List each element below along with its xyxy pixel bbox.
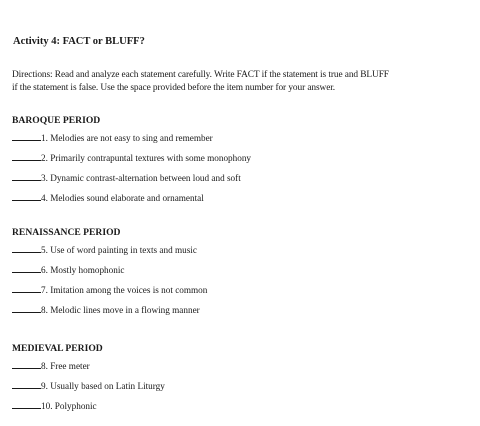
answer-blank[interactable] bbox=[12, 380, 41, 389]
statement-text: 9. Usually based on Latin Liturgy bbox=[41, 381, 165, 391]
list-item bbox=[12, 148, 472, 168]
list-item bbox=[12, 376, 472, 396]
list-item bbox=[12, 188, 472, 208]
answer-blank[interactable] bbox=[12, 304, 41, 313]
section-heading-baroque: BAROQUE PERIOD bbox=[12, 115, 101, 126]
list-item bbox=[12, 168, 472, 188]
list-item bbox=[12, 356, 472, 376]
list-item bbox=[12, 240, 472, 260]
section-heading-medieval: MEDIEVAL PERIOD bbox=[12, 343, 103, 354]
list-item bbox=[12, 260, 472, 280]
statement-text: 6. Mostly homophonic bbox=[41, 265, 125, 275]
statement-text: 8. Melodic lines move in a flowing manner bbox=[41, 305, 200, 315]
statement-text: 4. Melodies sound elaborate and ornamental bbox=[41, 193, 204, 203]
answer-blank[interactable] bbox=[12, 192, 41, 201]
statement-text: 8. Free meter bbox=[41, 361, 90, 371]
answer-blank[interactable] bbox=[12, 132, 41, 141]
statement-text: 1. Melodies are not easy to sing and remember bbox=[41, 133, 213, 143]
statement-text: 7. Imitation among the voices is not common bbox=[41, 285, 208, 295]
section-medieval bbox=[12, 342, 472, 416]
statement-text: 2. Primarily contrapuntal textures with some monophony bbox=[41, 153, 252, 163]
section-renaissance bbox=[12, 226, 472, 320]
directions-text bbox=[12, 69, 480, 95]
directions-line-2: if the statement is false. Use the space provided before the item number for your answer. bbox=[12, 83, 336, 93]
answer-blank[interactable] bbox=[12, 244, 41, 253]
list-item bbox=[12, 128, 472, 148]
answer-blank[interactable] bbox=[12, 264, 41, 273]
list-item bbox=[12, 300, 472, 320]
list-item bbox=[12, 396, 472, 416]
directions-line-1: Directions: Read and analyze each statement carefully. Write FACT if the statement is true and BLUFF bbox=[12, 70, 389, 80]
answer-blank[interactable] bbox=[12, 152, 41, 161]
activity-title: Activity 4: FACT or BLUFF? bbox=[13, 36, 145, 47]
answer-blank[interactable] bbox=[12, 172, 41, 181]
list-item bbox=[12, 280, 472, 300]
answer-blank[interactable] bbox=[12, 400, 41, 409]
section-baroque bbox=[12, 114, 472, 208]
answer-blank[interactable] bbox=[12, 360, 41, 369]
statement-text: 3. Dynamic contrast-alternation between loud and soft bbox=[41, 173, 241, 183]
answer-blank[interactable] bbox=[12, 284, 41, 293]
statement-text: 5. Use of word painting in texts and music bbox=[41, 245, 197, 255]
section-heading-renaissance: RENAISSANCE PERIOD bbox=[12, 227, 121, 238]
statement-text: 10. Polyphonic bbox=[41, 401, 97, 411]
